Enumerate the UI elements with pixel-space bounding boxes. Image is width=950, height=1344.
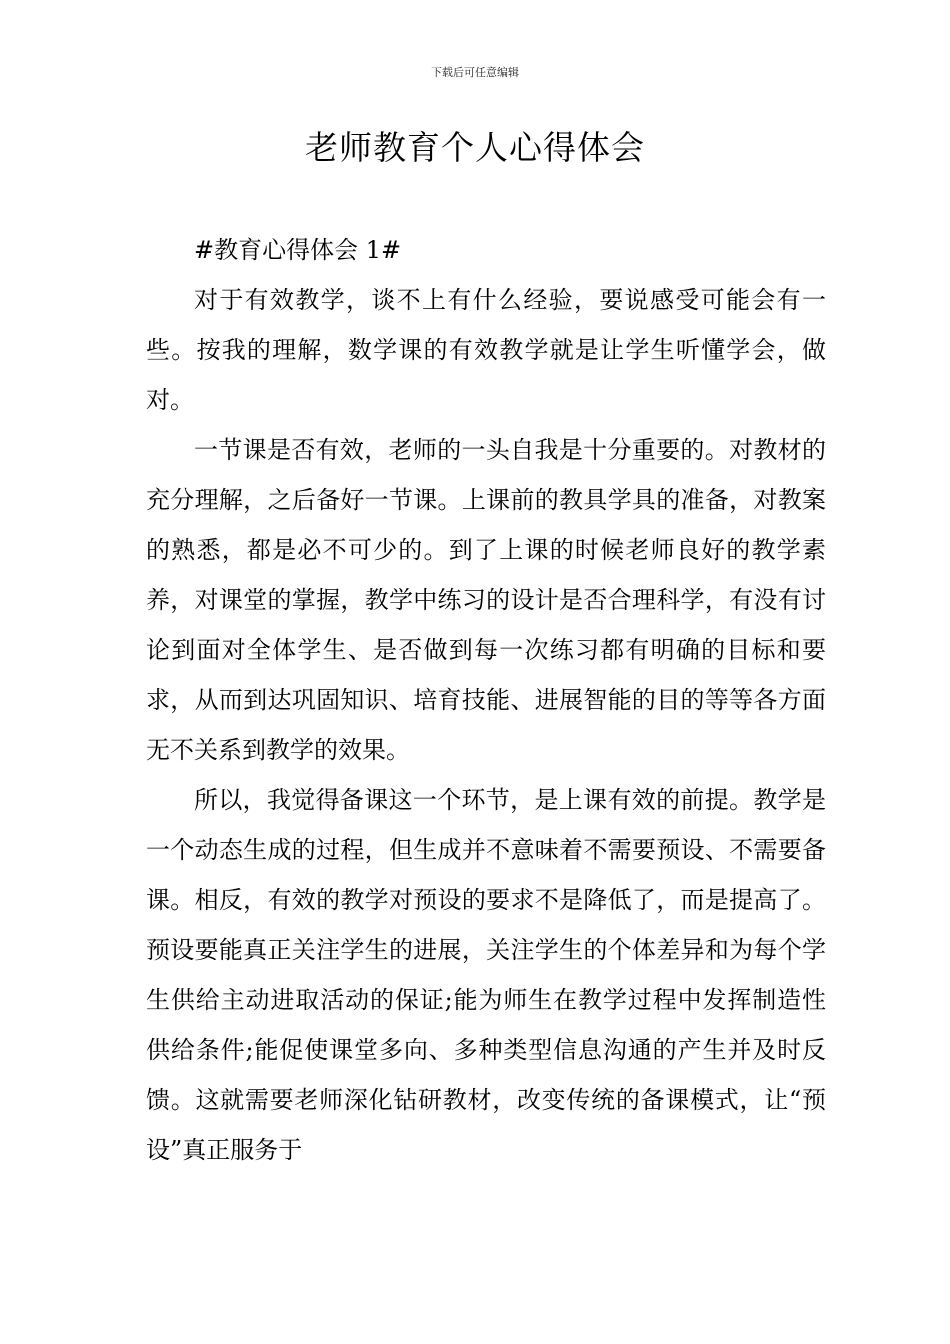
section-heading: #教育心得体会 1# bbox=[194, 236, 402, 264]
page-header-note: 下载后可任意编辑 bbox=[431, 66, 519, 79]
document-title: 老师教育个人心得体会 bbox=[305, 128, 645, 167]
document-body bbox=[146, 225, 826, 1175]
body-paragraph: 对于有效教学，谈不上有什么经验，要说感受可能会有一些。按我的理解，数学课的有效教学就是让学生听懂学会，做对。 bbox=[146, 286, 826, 414]
body-paragraph: 所以，我觉得备课这一个环节，是上课有效的前提。教学是一个动态生成的过程，但生成并不意味着不需要预设、不需要备课。相反，有效的教学对预设的要求不是降低了，而是提高了。预设要能真正关注学生的进展，关注学生的个体差异和为每个学生供给主动进取活动的保证;能为师生在教学过程中发挥制造性供给条件;能促使课堂多向、多种类型信息沟通的产生并及时反馈。这就需要老师深化钻研教材，改变传统的备课模式，让“预设”真正服务于 bbox=[146, 786, 826, 1164]
body-paragraph: 一节课是否有效，老师的一头自我是十分重要的。对教材的充分理解，之后备好一节课。上课前的教具学具的准备，对教案的熟悉，都是必不可少的。到了上课的时候老师良好的教学素养，对课堂的掌握，教学中练习的设计是否合理科学，有没有讨论到面对全体学生、是否做到每一次练习都有明确的目标和要求，从而到达巩固知识、培育技能、进展智能的目的等等各方面无不关系到教学的效果。 bbox=[146, 436, 826, 764]
